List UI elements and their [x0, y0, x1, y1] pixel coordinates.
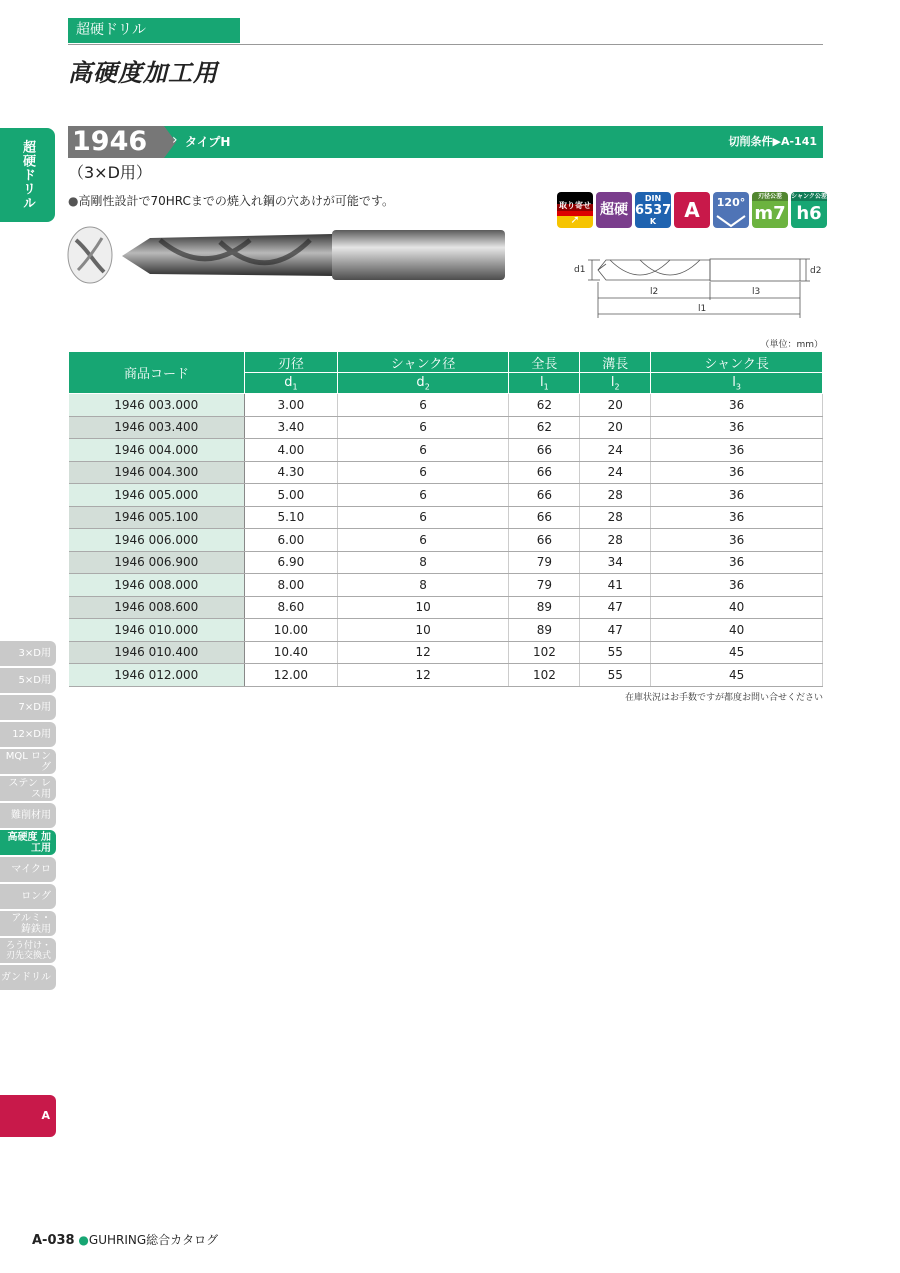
cell-value: 6.00 [245, 529, 338, 552]
cell-value: 6 [337, 439, 509, 462]
table-row [69, 439, 823, 462]
cell-product-code: 1946 003.400 [69, 416, 245, 439]
cell-value: 36 [651, 529, 823, 552]
cell-value: 12 [337, 664, 509, 687]
cell-value: 36 [651, 506, 823, 529]
header-divider [68, 44, 823, 45]
symbol-subscript: 2 [614, 382, 620, 392]
cell-value: 28 [580, 529, 651, 552]
feature-label: 高剛性設計で70HRCまでの焼入れ鋼の穴あけが可能です。 [78, 194, 394, 208]
table-row [69, 461, 823, 484]
cell-value: 8 [337, 551, 509, 574]
angle-shape-icon [713, 214, 749, 228]
cell-value: 10 [337, 619, 509, 642]
page-title: 高硬度加工用 [68, 59, 218, 87]
cell-value: 89 [509, 596, 580, 619]
cell-value: 36 [651, 461, 823, 484]
cell-product-code: 1946 006.900 [69, 551, 245, 574]
cell-value: 5.00 [245, 484, 338, 507]
m7-value: m7 [754, 203, 786, 224]
product-subtitle: （3×D用） [68, 163, 152, 182]
cell-value: 66 [509, 506, 580, 529]
cell-value: 41 [580, 574, 651, 597]
stock-note: 在庫状況はお手数ですが都度お問い合せください [624, 693, 823, 703]
table-row [69, 596, 823, 619]
side-tab-item[interactable]: アルミ・ 鋳鉄用 [0, 911, 56, 936]
cell-value: 8.60 [245, 596, 338, 619]
table-row [69, 664, 823, 687]
symbol-subscript: 2 [424, 382, 430, 392]
header-col-name: 全長 [509, 352, 580, 373]
din-bottom: K [649, 217, 657, 226]
cell-value: 66 [509, 461, 580, 484]
carbide-icon: 超硬 [596, 192, 632, 228]
cell-product-code: 1946 005.100 [69, 506, 245, 529]
page-number: A-038 [32, 1233, 75, 1248]
cell-product-code: 1946 008.600 [69, 596, 245, 619]
m7-tolerance-icon [752, 192, 788, 228]
cell-value: 3.40 [245, 416, 338, 439]
point-angle-icon [713, 192, 749, 228]
cell-value: 62 [509, 394, 580, 417]
cell-value: 20 [580, 394, 651, 417]
cell-product-code: 1946 010.000 [69, 619, 245, 642]
cell-value: 10.40 [245, 641, 338, 664]
m7-caption: 刃径公差 [752, 192, 788, 201]
table-row [69, 484, 823, 507]
cell-value: 34 [580, 551, 651, 574]
symbol: l [540, 374, 544, 390]
h6-tolerance-icon [791, 192, 827, 228]
dim-l3: l3 [752, 287, 761, 297]
feature-text [68, 192, 394, 209]
symbol: l [732, 374, 736, 390]
cell-product-code: 1946 006.000 [69, 529, 245, 552]
table-row [69, 506, 823, 529]
side-tab-item[interactable]: 高硬度 加工用 [0, 830, 56, 855]
side-tab-item[interactable]: ろう付け・ 刃先交換式 [0, 938, 56, 963]
cell-value: 8 [337, 574, 509, 597]
din-number: 6537 [635, 203, 671, 218]
cell-value: 36 [651, 484, 823, 507]
cell-product-code: 1946 010.400 [69, 641, 245, 664]
h6-value: h6 [796, 203, 822, 224]
spec-icons [557, 192, 827, 228]
dim-l1: l1 [698, 304, 707, 314]
cell-value: 6 [337, 506, 509, 529]
side-tab-main-label: 超硬ドリル [20, 140, 35, 210]
side-tab-item[interactable]: 5×D用 [0, 668, 56, 693]
cell-value: 45 [651, 641, 823, 664]
cell-product-code: 1946 004.000 [69, 439, 245, 462]
table-row [69, 574, 823, 597]
cell-product-code: 1946 005.000 [69, 484, 245, 507]
order-label: 取り寄せ [559, 201, 591, 210]
symbol: d [284, 374, 293, 390]
cell-value: 10.00 [245, 619, 338, 642]
table-row [69, 394, 823, 417]
side-tab-item[interactable]: MQL ロング [0, 749, 56, 774]
header-col-symbol [651, 373, 823, 394]
cell-value: 4.00 [245, 439, 338, 462]
cell-value: 24 [580, 461, 651, 484]
cell-value: 40 [651, 596, 823, 619]
cell-value: 89 [509, 619, 580, 642]
table-row [69, 529, 823, 552]
header-col-symbol [509, 373, 580, 394]
bullet-icon: ● [78, 1233, 89, 1247]
cell-value: 6 [337, 394, 509, 417]
side-tab-item[interactable]: ロング [0, 884, 56, 909]
dim-d2: d2 [810, 266, 822, 276]
cell-value: 40 [651, 619, 823, 642]
symbol-subscript: 1 [543, 382, 549, 392]
chevron-right-icon: › [172, 132, 178, 148]
cell-value: 10 [337, 596, 509, 619]
side-tab-item[interactable]: 3×D用 [0, 641, 56, 666]
bullet-icon: ● [68, 194, 79, 208]
cell-value: 55 [580, 664, 651, 687]
cell-value: 102 [509, 641, 580, 664]
catalog-name: GUHRING総合カタログ [88, 1233, 219, 1247]
cell-value: 66 [509, 439, 580, 462]
symbol-subscript: 1 [292, 382, 298, 392]
cell-product-code: 1946 008.000 [69, 574, 245, 597]
cell-value: 3.00 [245, 394, 338, 417]
cutting-conditions-link[interactable]: 切削条件▶A-141 [728, 135, 817, 148]
category-tab: 超硬ドリル [68, 18, 240, 43]
table-row [69, 619, 823, 642]
german-flag-icon [557, 192, 593, 228]
symbol-subscript: 3 [735, 382, 741, 392]
table-header-row [69, 352, 823, 373]
arrow-icon: ➚ [570, 213, 580, 226]
cell-value: 28 [580, 506, 651, 529]
symbol: l [610, 374, 615, 390]
cell-value: 6.90 [245, 551, 338, 574]
cell-value: 6 [337, 484, 509, 507]
coating-a-icon: A [674, 192, 710, 228]
spec-table [68, 351, 823, 687]
h6-caption: シャンク公差 [791, 193, 827, 200]
cell-value: 36 [651, 551, 823, 574]
cell-value: 45 [651, 664, 823, 687]
cell-value: 66 [509, 529, 580, 552]
cell-value: 36 [651, 394, 823, 417]
symbol: d [416, 374, 425, 390]
table-row [69, 641, 823, 664]
header-col-name: シャンク径 [337, 352, 509, 373]
cell-value: 66 [509, 484, 580, 507]
unit-label: （単位：mm） [760, 340, 823, 350]
cell-value: 47 [580, 596, 651, 619]
cell-value: 36 [651, 574, 823, 597]
cell-value: 8.00 [245, 574, 338, 597]
cell-value: 28 [580, 484, 651, 507]
cell-value: 12.00 [245, 664, 338, 687]
cell-product-code: 1946 004.300 [69, 461, 245, 484]
table-row [69, 416, 823, 439]
cell-product-code: 1946 012.000 [69, 664, 245, 687]
cell-value: 5.10 [245, 506, 338, 529]
side-tab-item[interactable]: ステン レス用 [0, 776, 56, 801]
cell-value: 36 [651, 416, 823, 439]
cell-value: 102 [509, 664, 580, 687]
din-icon [635, 192, 671, 228]
header-col-name: 溝長 [580, 352, 651, 373]
product-type: タイプH [185, 135, 231, 149]
cell-value: 55 [580, 641, 651, 664]
side-tab-list [0, 641, 56, 992]
cell-value: 4.30 [245, 461, 338, 484]
cell-value: 6 [337, 529, 509, 552]
drill-diagram [570, 248, 830, 323]
cell-value: 79 [509, 574, 580, 597]
cell-product-code: 1946 003.000 [69, 394, 245, 417]
dim-l2: l2 [650, 287, 659, 297]
product-code: 1946 [68, 126, 164, 158]
header-col-name: 刃径 [245, 352, 338, 373]
header-product-code: 商品コード [69, 352, 245, 394]
header-col-symbol [337, 373, 509, 394]
cell-value: 24 [580, 439, 651, 462]
product-header [68, 126, 823, 158]
cell-value: 6 [337, 461, 509, 484]
section-a-tab[interactable]: A [0, 1095, 56, 1137]
point-angle-label: 120° [716, 196, 746, 209]
cell-value: 36 [651, 439, 823, 462]
cell-value: 79 [509, 551, 580, 574]
footer [32, 1231, 218, 1248]
side-tab-item[interactable]: 12×D用 [0, 722, 56, 747]
cell-value: 47 [580, 619, 651, 642]
side-tab-item[interactable]: ガンドリル [0, 965, 56, 990]
drill-photo [60, 220, 520, 290]
side-tab-item[interactable]: 7×D用 [0, 695, 56, 720]
side-tab-main[interactable] [0, 128, 55, 222]
cell-value: 12 [337, 641, 509, 664]
cell-value: 6 [337, 416, 509, 439]
side-tab-item[interactable]: マイクロ [0, 857, 56, 882]
header-col-name: シャンク長 [651, 352, 823, 373]
dim-d1: d1 [574, 265, 586, 275]
cell-value: 20 [580, 416, 651, 439]
cell-value: 62 [509, 416, 580, 439]
header-col-symbol [580, 373, 651, 394]
table-row [69, 551, 823, 574]
side-tab-item[interactable]: 難削材用 [0, 803, 56, 828]
header-col-symbol [245, 373, 338, 394]
din-top: DIN [644, 194, 662, 203]
